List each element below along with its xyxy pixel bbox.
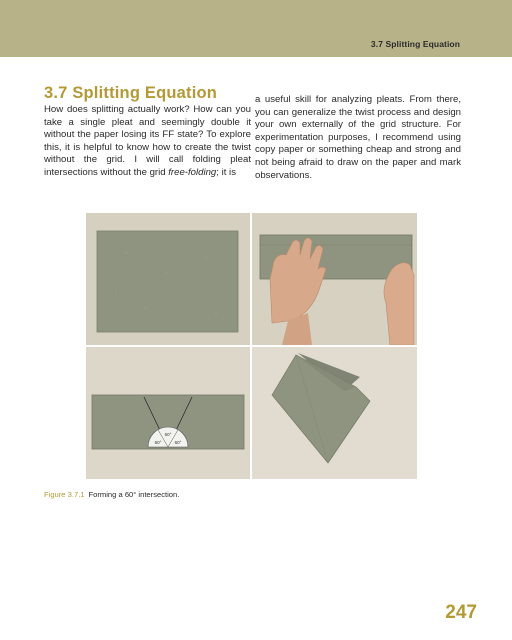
figure-caption [44, 490, 179, 499]
photo-folded-result [252, 347, 417, 479]
running-head: 3.7 Splitting Equation [370, 39, 460, 49]
photo-60-degree-lines [86, 347, 250, 479]
angle-label-right: 60° [174, 440, 182, 445]
body-text-left-emphasis: free-folding [168, 166, 217, 178]
body-text-left-tail: ; it is [216, 166, 236, 178]
body-text-right-column: a useful skill for analyzing pleats. From there, you can generalize the twist process and design your own externally of the grid structure. For experimentation purposes, I recommend using copy paper or something cheap and strong and not being afraid to draw on the paper and mark observations. [255, 94, 461, 181]
sixty-degree-diagram [86, 347, 250, 479]
photo-flat-paper [86, 213, 250, 345]
figure-3-7-1 [86, 213, 417, 479]
angle-label-top: 60° [164, 432, 172, 437]
hands-folding-illustration [252, 213, 417, 345]
body-text-left-main: How does splitting actually work? How can you take a single pleat and seemingly double it without the paper losing its FF state? To explore this, it is helpful to know how to create the twist without the grid. I will call folding pleat intersections without the grid [44, 104, 251, 178]
section-title: 3.7 Splitting Equation [44, 84, 218, 102]
caption-label: Figure 3.7.1 [44, 490, 85, 499]
angle-label-left: 60° [154, 440, 162, 445]
body-text-left-column [44, 104, 251, 180]
caption-text: Forming a 60° intersection. [88, 490, 180, 499]
photo-hands-folding [252, 213, 417, 345]
flat-paper-illustration [86, 213, 250, 345]
page-number: 247 [445, 602, 477, 623]
folded-kite-illustration [252, 347, 417, 479]
